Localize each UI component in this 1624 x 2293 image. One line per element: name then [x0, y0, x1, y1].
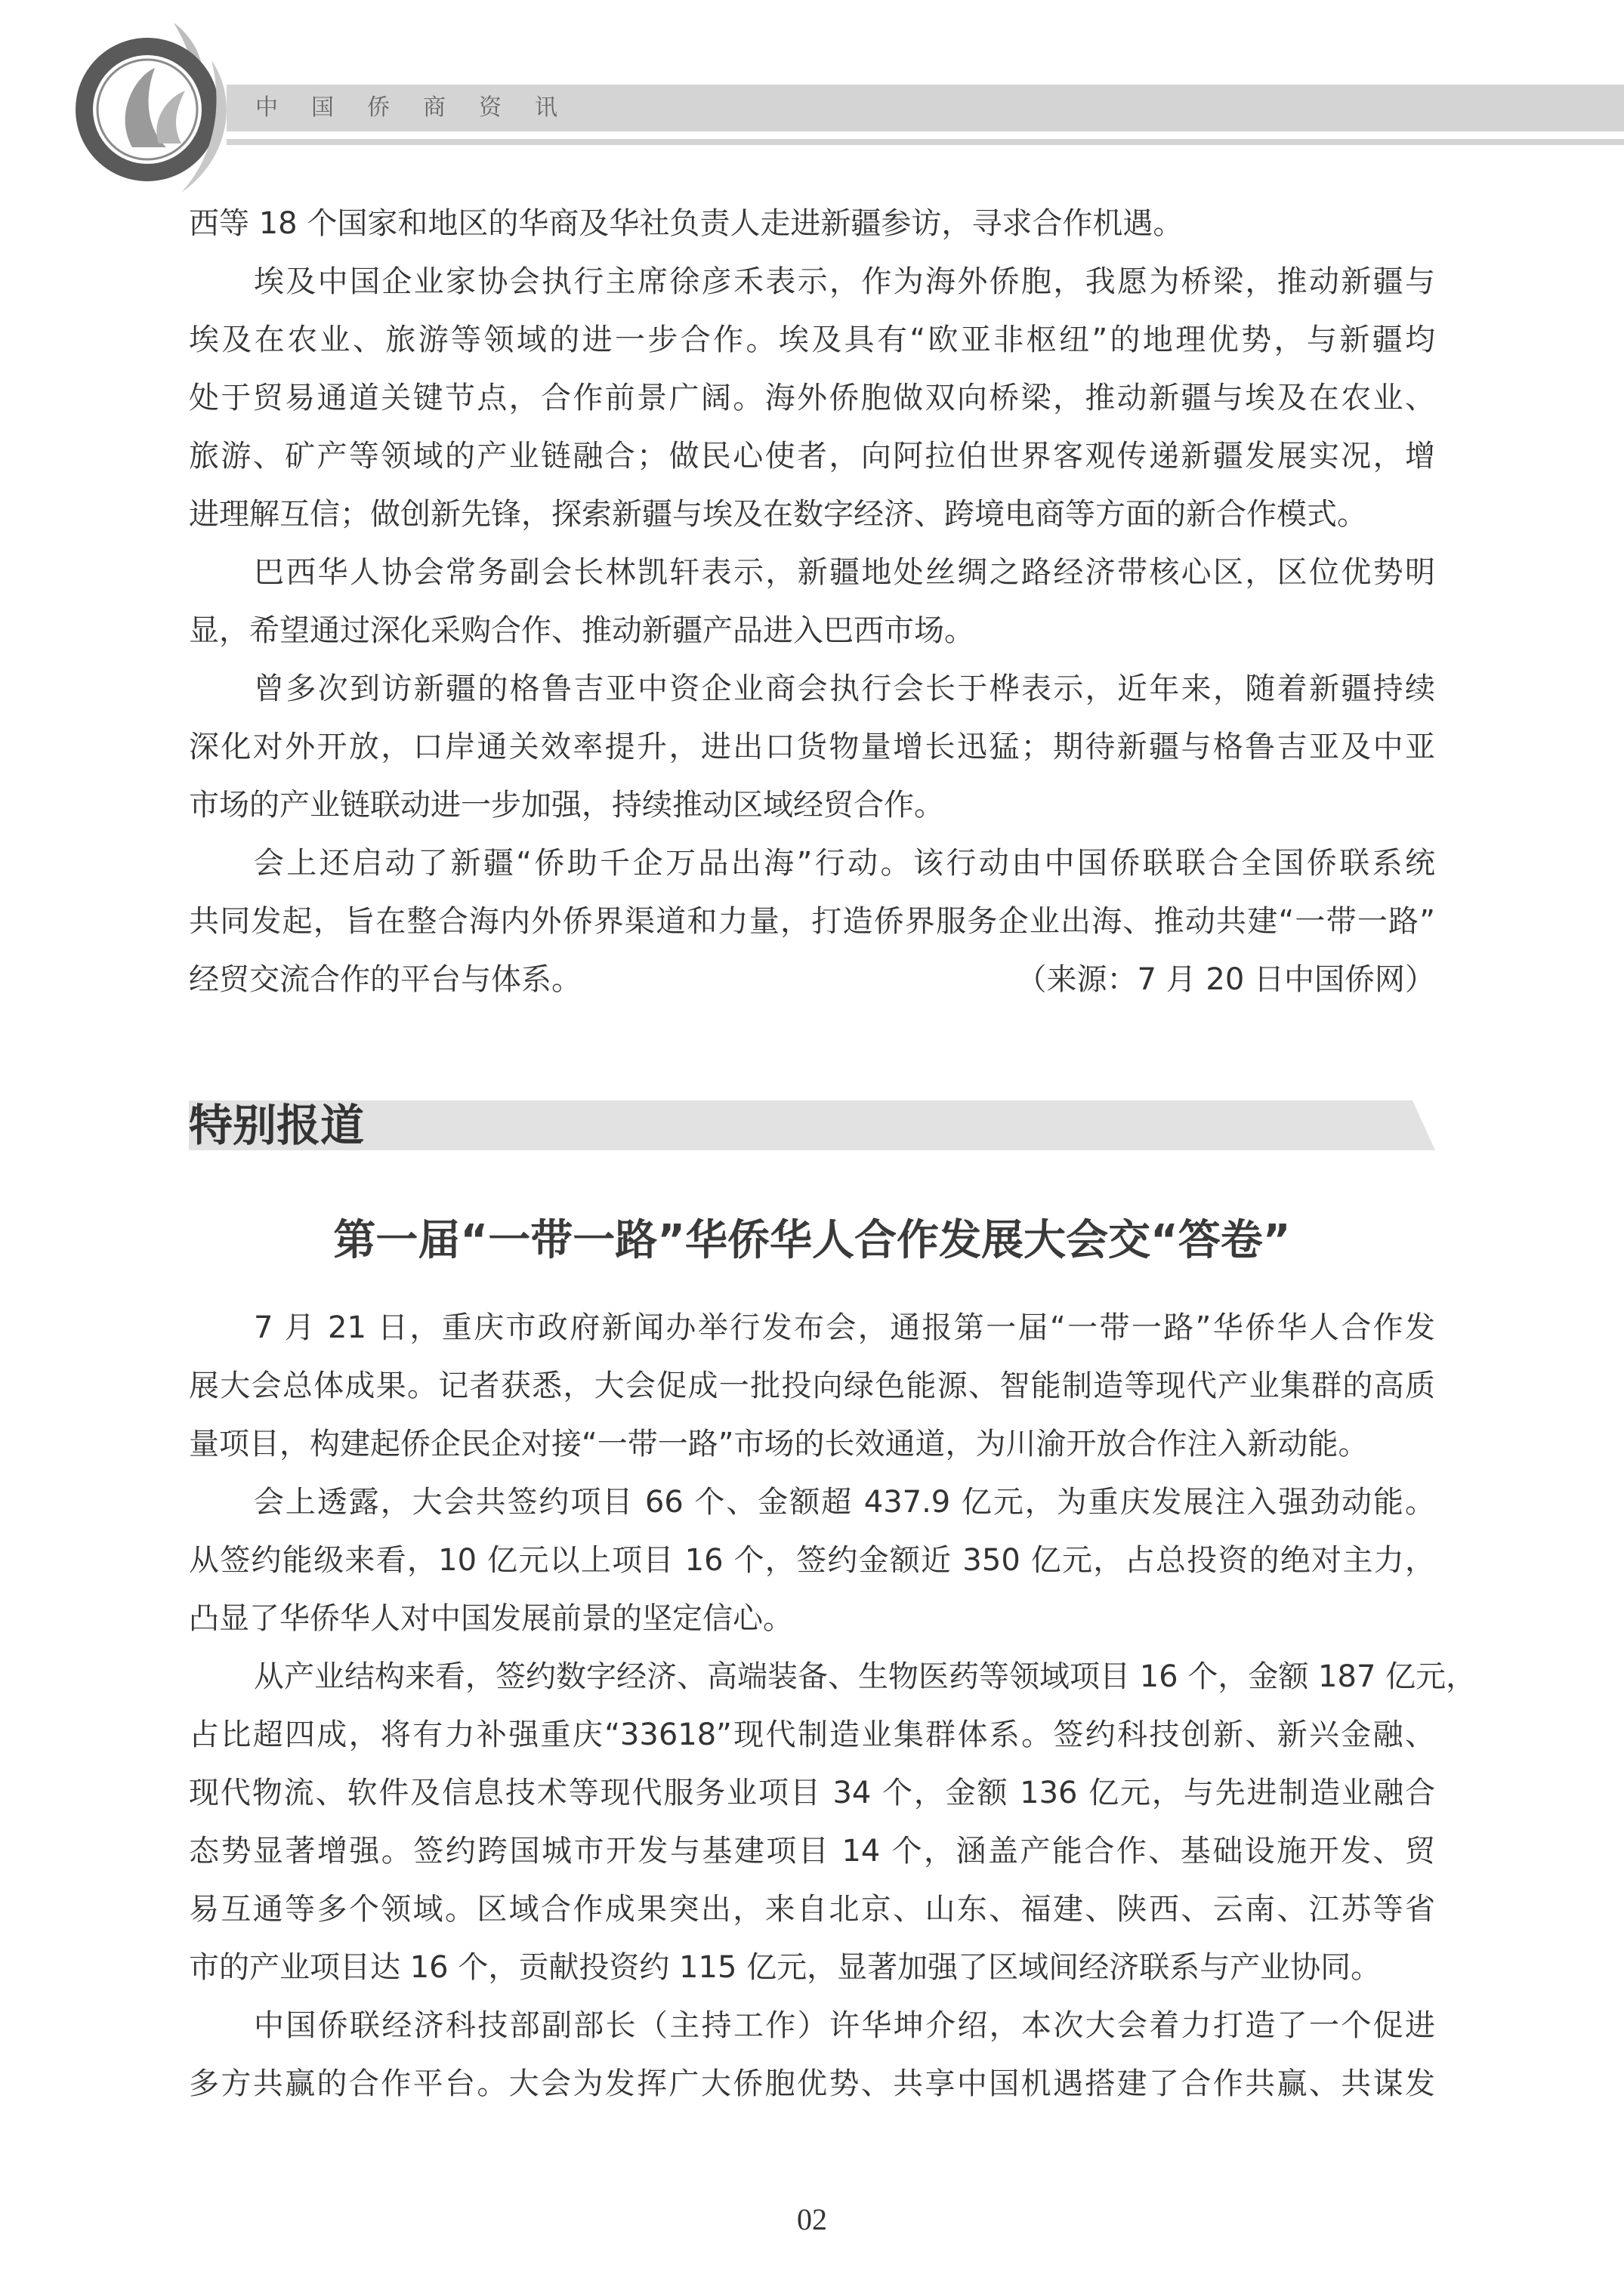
masthead-title: 中国侨商资讯 — [255, 94, 591, 121]
text-line-content: 西等 18 个国家和地区的华商及华社负责人走进新疆参访，寻求合作机遇。 — [189, 206, 1184, 241]
text-line-content: 易互通等多个领域。区域合作成果突出，来自北京、山东、福建、陕西、云南、江苏等省 — [189, 1892, 1435, 1927]
text-line-content: 埃及在农业、旅游等领域的进一步合作。埃及具有“欧亚非枢纽”的地理优势，与新疆均 — [189, 323, 1435, 357]
text-line-content: 市的产业项目达 16 个，贡献投资约 115 亿元，显著加强了区域间经济联系与产业协同。 — [189, 1950, 1382, 1985]
text-line-content: 经贸交流合作的平台与体系。 — [189, 962, 582, 997]
text-line-content: 巴西华人协会常务副会长林凯轩表示，新疆地处丝绸之路经济带核心区，区位优势明 — [254, 555, 1435, 590]
text-line-content: 共同发起，旨在整合海内外侨界渠道和力量，打造侨界服务企业出海、推动共建“一带一路” — [189, 904, 1435, 939]
text-line — [189, 776, 1435, 835]
text-line-content: 多方共赢的合作平台。大会为发挥广大侨胞优势、共享中国机遇搭建了合作共赢、共谋发 — [189, 2066, 1435, 2101]
text-line — [189, 602, 1435, 660]
text-line — [189, 1590, 1435, 1648]
paragraph — [189, 660, 1435, 835]
paragraph — [189, 1474, 1435, 1648]
text-line-content: 从产业结构来看，签约数字经济、高端装备、生物医药等领域项目 16 个，金额 187 亿元， — [254, 1659, 1477, 1694]
page-number: 02 — [797, 2202, 827, 2236]
text-line — [189, 951, 1435, 1009]
paragraph — [189, 1648, 1477, 1997]
text-line-content: 深化对外开放，口岸通关效率提升，进出口货物量增长迅猛；期待新疆与格鲁吉亚及中亚 — [189, 730, 1435, 764]
paragraph — [189, 1997, 1435, 2113]
text-line — [189, 2055, 1435, 2113]
text-line-content: 7 月 21 日，重庆市政府新闻办举行发布会，通报第一届“一带一路”华侨华人合作发 — [254, 1310, 1435, 1345]
text-line-content: 态势显著增强。签约跨国城市开发与基建项目 14 个，涵盖产能合作、基础设施开发、贸 — [189, 1834, 1435, 1869]
article-2-body — [189, 1299, 1477, 2113]
text-line-content: 中国侨联经济科技部副部长（主持工作）许华坤介绍，本次大会着力打造了一个促进 — [254, 2008, 1435, 2043]
text-line — [189, 835, 1435, 893]
text-line — [189, 427, 1435, 486]
text-line — [189, 195, 1435, 253]
text-line-content: 从签约能级来看，10 亿元以上项目 16 个，签约金额近 350 亿元，占总投资的绝对主力， — [189, 1543, 1435, 1578]
text-line — [189, 893, 1435, 951]
text-line-content: 市场的产业链联动进一步加强，持续推动区域经贸合作。 — [189, 788, 944, 822]
text-line — [189, 486, 1435, 544]
text-line-content: 占比超四成，将有力补强重庆“33618”现代制造业集群体系。签约科技创新、新兴金融、 — [189, 1717, 1435, 1752]
text-line-content: 处于贸易通道关键节点，合作前景广阔。海外侨胞做双向桥梁，推动新疆与埃及在农业、 — [189, 381, 1435, 415]
text-line — [189, 544, 1435, 602]
text-line — [189, 1648, 1477, 1706]
text-line — [189, 660, 1435, 718]
text-line — [189, 1706, 1435, 1764]
paragraph — [189, 1299, 1435, 1474]
organization-logo — [60, 15, 242, 196]
text-line-content: 现代物流、软件及信息技术等现代服务业项目 34 个，金额 136 亿元，与先进制造业融合 — [189, 1776, 1435, 1810]
text-line-content: 曾多次到访新疆的格鲁吉亚中资企业商会执行会长于桦表示，近年来，随着新疆持续 — [254, 671, 1435, 706]
paragraph — [189, 544, 1435, 660]
text-line — [189, 253, 1435, 311]
section-band — [189, 1099, 1435, 1152]
article-1-body — [189, 195, 1435, 1009]
section-title: 特别报道 — [189, 1100, 365, 1151]
text-line — [189, 1474, 1435, 1532]
text-line-content: 会上还启动了新疆“侨助千企万品出海”行动。该行动由中国侨联联合全国侨联系统 — [254, 846, 1435, 881]
paragraph — [189, 253, 1435, 544]
text-line — [189, 718, 1435, 776]
text-line-content: 埃及中国企业家协会执行主席徐彦禾表示，作为海外侨胞，我愿为桥梁，推动新疆与 — [254, 264, 1435, 299]
text-line — [189, 1822, 1435, 1881]
text-line — [189, 1357, 1435, 1415]
text-line — [189, 1939, 1435, 1997]
text-line — [189, 1299, 1435, 1357]
text-line-content: 展大会总体成果。记者获悉，大会促成一批投向绿色能源、智能制造等现代产业集群的高质 — [189, 1369, 1435, 1403]
section-header — [189, 1099, 1435, 1152]
text-line-content: 会上透露，大会共签约项目 66 个、金额超 437.9 亿元，为重庆发展注入强劲动能。 — [254, 1485, 1435, 1520]
article-title: 第一届“一带一路”华侨华人合作发展大会交“答卷” — [333, 1216, 1291, 1265]
text-line-content: 旅游、矿产等领域的产业链融合；做民心使者，向阿拉伯世界客观传递新疆发展实况，增 — [189, 439, 1435, 474]
text-line — [189, 369, 1435, 427]
text-line — [189, 311, 1435, 369]
text-line-content: 凸显了华侨华人对中国发展前景的坚定信心。 — [189, 1601, 793, 1636]
text-line — [189, 1532, 1435, 1590]
source-credit: （来源：7 月 20 日中国侨网） — [1016, 962, 1435, 997]
text-line-content: 显，希望通过深化采购合作、推动新疆产品进入巴西市场。 — [189, 613, 974, 648]
paragraph — [189, 195, 1435, 253]
text-line — [189, 1881, 1435, 1939]
text-line — [189, 1997, 1435, 2055]
header-rule — [227, 139, 1624, 145]
text-line-content: 量项目，构建起侨企民企对接“一带一路”市场的长效通道，为川渝开放合作注入新动能。 — [189, 1427, 1369, 1461]
text-line — [189, 1415, 1435, 1474]
text-line-content: 进理解互信；做创新先锋，探索新疆与埃及在数字经济、跨境电商等方面的新合作模式。 — [189, 497, 1367, 532]
text-line — [189, 1764, 1435, 1822]
paragraph — [189, 835, 1435, 1009]
